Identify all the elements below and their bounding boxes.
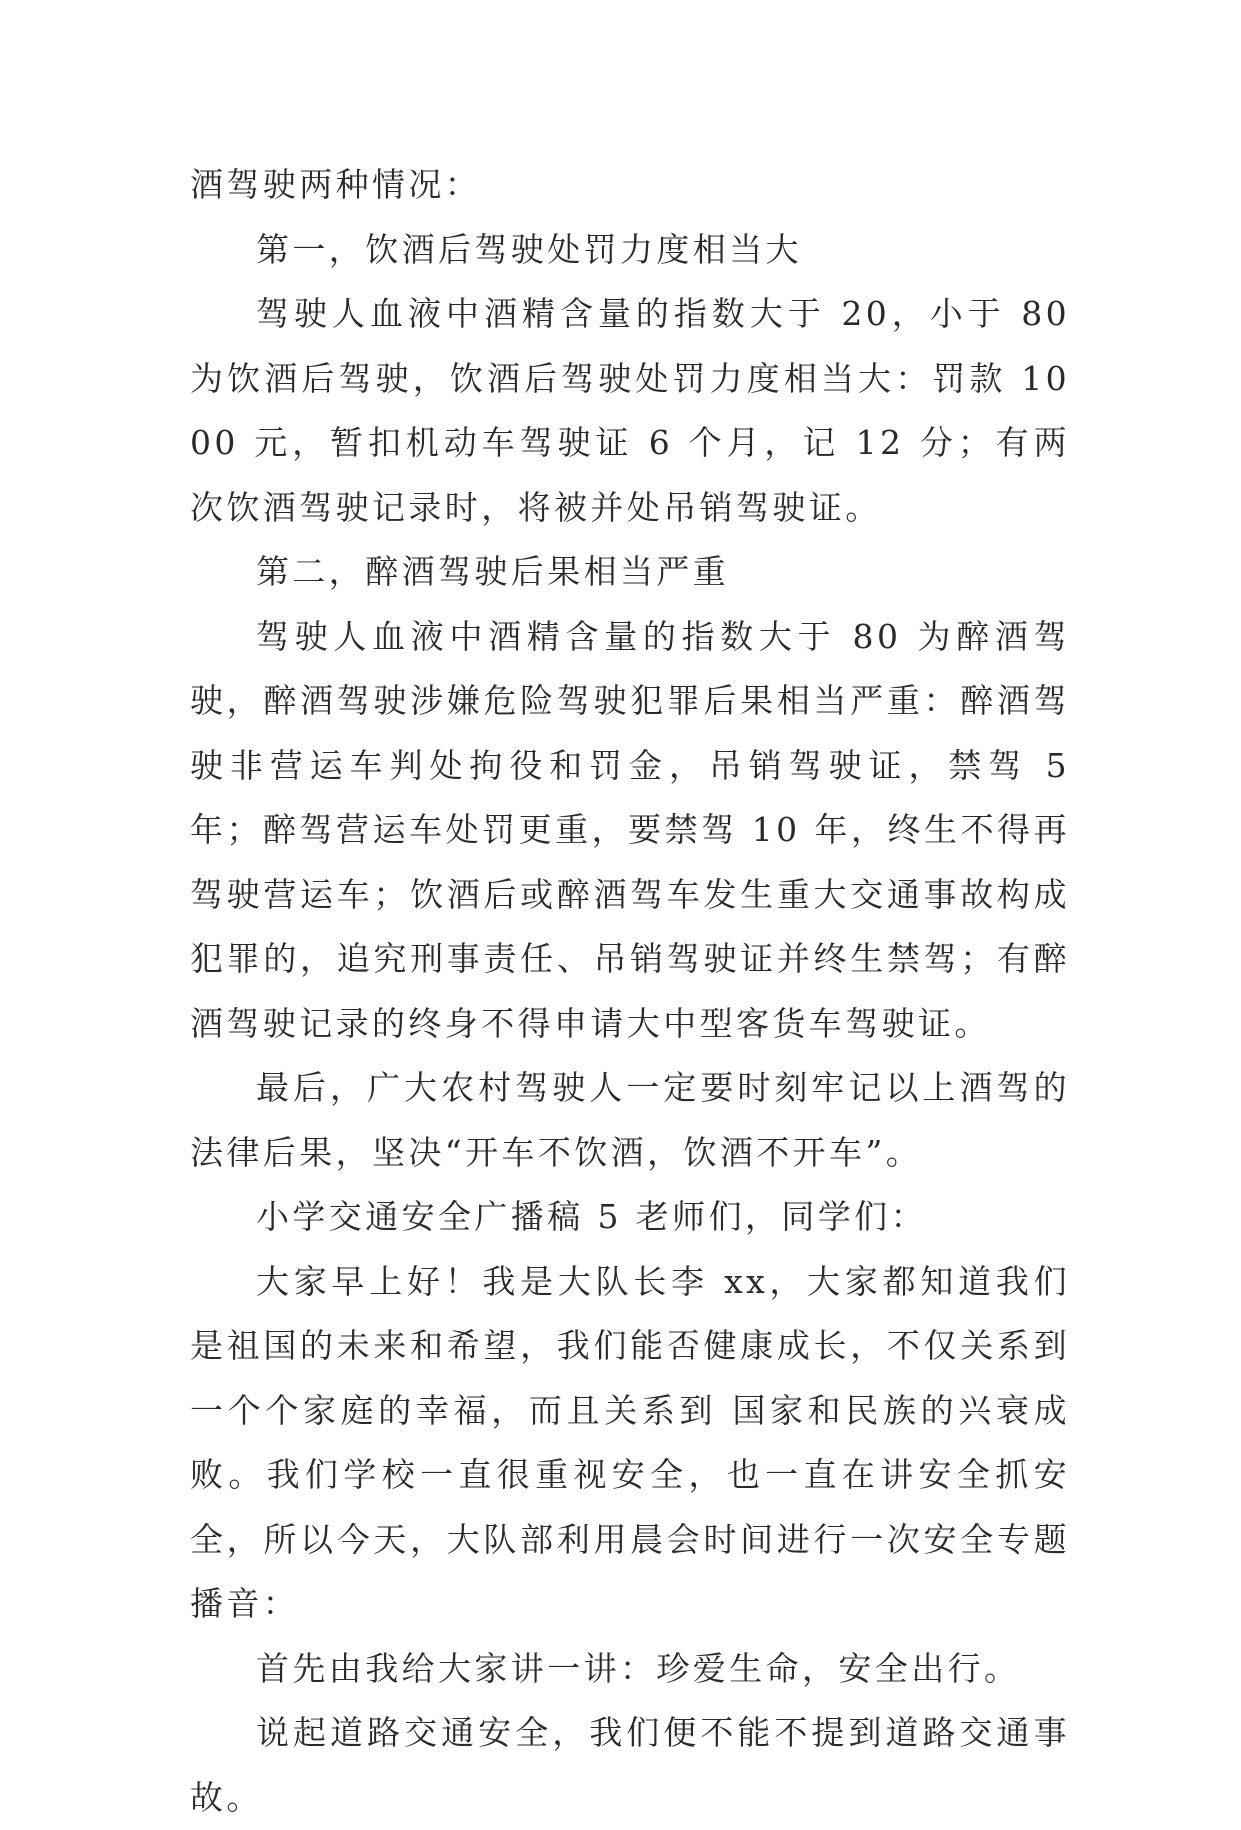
document-body — [190, 153, 1070, 1830]
paragraph-road-safety: 说起道路交通安全，我们便不能不提到道路交通事故。 — [190, 1713, 1070, 1817]
paragraph-conclusion: 最后，广大农村驾驶人一定要时刻牢记以上酒驾的法律后果，坚决“开车不饮酒，饮酒不开车”。 — [190, 1068, 1070, 1172]
paragraph-broadcast-title: 小学交通安全广播稿 5 老师们，同学们： — [256, 1197, 927, 1236]
paragraph-topic: 首先由我给大家讲一讲：珍爱生命，安全出行。 — [256, 1648, 1021, 1688]
paragraph-drunk-driving-details: 驾驶人血液中酒精含量的指数大于 80 为醉酒驾驶，醉酒驾驶涉嫌危险驾驶犯罪后果相当严重：醉酒驾驶非营运车判处拘役和罚金，吊销驾驶证，禁驾 5 年；醉驾营运车处罚更重，要禁驾 10 年，终生不得再驾驶营运车；饮酒后或醉酒驾车发生重大交通事故构成犯罪的，追究刑事责任、吊销驾驶证并终生禁驾；有醉酒驾驶记录的终身不得申请大中型客货车驾驶证。 — [190, 616, 1070, 1043]
paragraph-heading-drunk-driving-penalty: 第一，饮酒后驾驶处罚力度相当大 — [256, 229, 802, 269]
paragraph-intro: 酒驾驶两种情况： — [190, 165, 482, 204]
paragraph-greeting: 大家早上好！我是大队长李 xx，大家都知道我们是祖国的未来和希望，我们能否健康成长，不仅关系到一个个家庭的幸福，而且关系到 国家和民族的兴衰成败。我们学校一直很重视安全，也一直在讲安全抓安全，所以今天，大队部利用晨会时间进行一次安全专题播音： — [190, 1261, 1070, 1623]
paragraph-heading-drunk-driving-consequence: 第二，醉酒驾驶后果相当严重 — [256, 552, 730, 591]
paragraph-drink-driving-details: 驾驶人血液中酒精含量的指数大于 20，小于 80 为饮酒后驾驶，饮酒后驾驶处罚力度相当大：罚款 1000 元，暂扣机动车驾驶证 6 个月，记 12 分；有两次饮酒驾驶记录时，将被并处吊销驾驶证。 — [190, 294, 1070, 527]
